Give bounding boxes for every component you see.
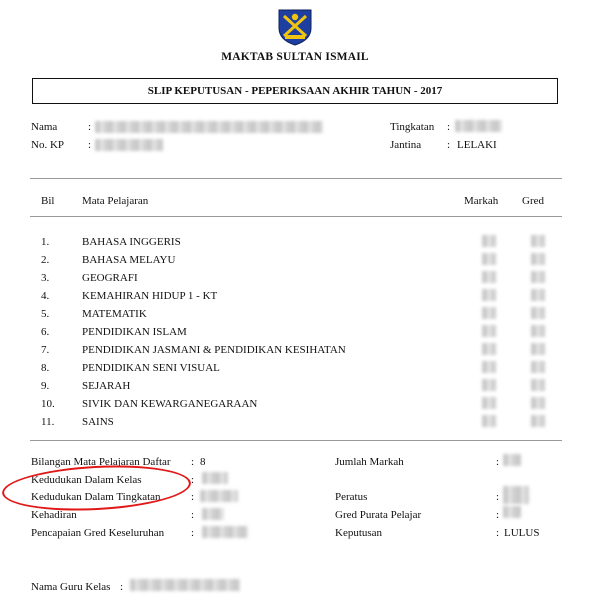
row-grade-redacted: [531, 415, 545, 427]
row-mark-redacted: [482, 235, 496, 247]
row-mark-redacted: [482, 397, 496, 409]
table-row: [0, 344, 590, 362]
row-mark-redacted: [482, 361, 496, 373]
level-label: Tingkatan: [390, 121, 435, 133]
gpa-label: Gred Purata Pelajar: [335, 509, 422, 521]
level-colon: :: [447, 121, 451, 133]
name-value-redacted: [95, 121, 323, 133]
row-subject: GEOGRAFI: [82, 272, 138, 284]
table-row: [0, 308, 590, 326]
row-mark-redacted: [482, 415, 496, 427]
subjects-registered-label: Bilangan Mata Pelajaran Daftar: [31, 456, 171, 468]
row-mark-redacted: [482, 343, 496, 355]
table-row: [0, 398, 590, 416]
percentage-value-redacted: [503, 486, 529, 504]
row-subject: BAHASA INGGERIS: [82, 236, 181, 248]
overall-grade-label: Pencapaian Gred Keseluruhan: [31, 527, 165, 539]
total-marks-colon: :: [496, 456, 500, 468]
table-row: [0, 290, 590, 308]
attendance-label: Kehadiran: [31, 509, 77, 521]
row-number: 4.: [41, 290, 50, 302]
result-colon: :: [496, 527, 500, 539]
school-name: MAKTAB SULTAN ISMAIL: [221, 51, 369, 63]
row-grade-redacted: [531, 379, 545, 391]
row-mark-redacted: [482, 253, 496, 265]
row-number: 11.: [41, 416, 55, 428]
percentage-colon: :: [496, 491, 500, 503]
class-teacher-label: Nama Guru Kelas: [31, 581, 111, 593]
table-row: [0, 416, 590, 434]
table-top-rule: [30, 178, 562, 179]
class-rank-value-redacted: [202, 472, 228, 484]
level-rank-value-redacted: [200, 490, 238, 502]
table-row: [0, 236, 590, 254]
document-title: [32, 78, 558, 104]
annotation-ellipse: [1, 461, 195, 515]
level-value-redacted: [455, 120, 502, 132]
gpa-colon: :: [496, 509, 500, 521]
level-rank-label: Kedudukan Dalam Tingkatan: [31, 491, 161, 503]
ic-value-redacted: [95, 139, 163, 151]
result-value: LULUS: [504, 527, 540, 539]
table-bottom-rule: [30, 440, 562, 441]
row-mark-redacted: [482, 289, 496, 301]
level-rank-colon: :: [191, 491, 195, 503]
ic-colon: :: [88, 139, 92, 151]
ic-label: No. KP: [31, 139, 65, 151]
row-grade-redacted: [531, 325, 545, 337]
table-row: [0, 326, 590, 344]
col-header-mark: Markah: [464, 195, 499, 207]
row-grade-redacted: [531, 253, 545, 265]
subjects-registered-value: 8: [200, 456, 206, 468]
row-number: 1.: [41, 236, 50, 248]
row-number: 9.: [41, 380, 50, 392]
name-colon: :: [88, 121, 92, 133]
row-grade-redacted: [531, 397, 545, 409]
attendance-value-redacted: [202, 508, 224, 520]
row-grade-redacted: [531, 343, 545, 355]
row-mark-redacted: [482, 325, 496, 337]
total-marks-label: Jumlah Markah: [335, 456, 404, 468]
row-mark-redacted: [482, 271, 496, 283]
class-teacher-colon: :: [120, 581, 124, 593]
row-number: 6.: [41, 326, 50, 338]
gender-label: Jantina: [390, 139, 422, 151]
gender-value: LELAKI: [457, 139, 497, 151]
class-teacher-value-redacted: [130, 579, 240, 591]
result-label: Keputusan: [335, 527, 383, 539]
row-grade-redacted: [531, 289, 545, 301]
table-row: [0, 362, 590, 380]
row-grade-redacted: [531, 361, 545, 373]
attendance-colon: :: [191, 509, 195, 521]
table-row: [0, 254, 590, 272]
row-mark-redacted: [482, 307, 496, 319]
row-subject: KEMAHIRAN HIDUP 1 - KT: [82, 290, 218, 302]
row-mark-redacted: [482, 379, 496, 391]
table-header-rule: [30, 216, 562, 217]
row-grade-redacted: [531, 271, 545, 283]
subjects-registered-colon: :: [191, 456, 195, 468]
overall-grade-colon: :: [191, 527, 195, 539]
row-grade-redacted: [531, 235, 545, 247]
row-subject: SIVIK DAN KEWARGANEGARAAN: [82, 398, 258, 410]
percentage-label: Peratus: [335, 491, 368, 503]
row-number: 2.: [41, 254, 50, 266]
class-rank-label: Kedudukan Dalam Kelas: [31, 474, 142, 486]
total-marks-value-redacted: [503, 454, 521, 466]
row-subject: MATEMATIK: [82, 308, 147, 320]
gender-colon: :: [447, 139, 451, 151]
document-title-text: SLIP KEPUTUSAN - PEPERIKSAAN AKHIR TAHUN - 2017: [147, 85, 443, 97]
school-crest-icon: [277, 8, 313, 46]
row-subject: PENDIDIKAN ISLAM: [82, 326, 187, 338]
row-number: 8.: [41, 362, 50, 374]
row-grade-redacted: [531, 307, 545, 319]
table-row: [0, 380, 590, 398]
row-number: 5.: [41, 308, 50, 320]
row-subject: PENDIDIKAN JASMANI & PENDIDIKAN KESIHATAN: [82, 344, 346, 356]
row-number: 3.: [41, 272, 50, 284]
overall-grade-value-redacted: [202, 526, 248, 538]
row-subject: BAHASA MELAYU: [82, 254, 176, 266]
table-row: [0, 272, 590, 290]
row-number: 10.: [41, 398, 55, 410]
gpa-value-redacted: [503, 506, 521, 518]
col-header-num: Bil: [41, 195, 55, 207]
col-header-grade: Gred: [522, 195, 544, 207]
name-label: Nama: [31, 121, 58, 133]
row-number: 7.: [41, 344, 50, 356]
col-header-subject: Mata Pelajaran: [82, 195, 149, 207]
row-subject: SAINS: [82, 416, 114, 428]
row-subject: PENDIDIKAN SENI VISUAL: [82, 362, 220, 374]
row-subject: SEJARAH: [82, 380, 131, 392]
class-rank-colon: :: [191, 474, 195, 486]
